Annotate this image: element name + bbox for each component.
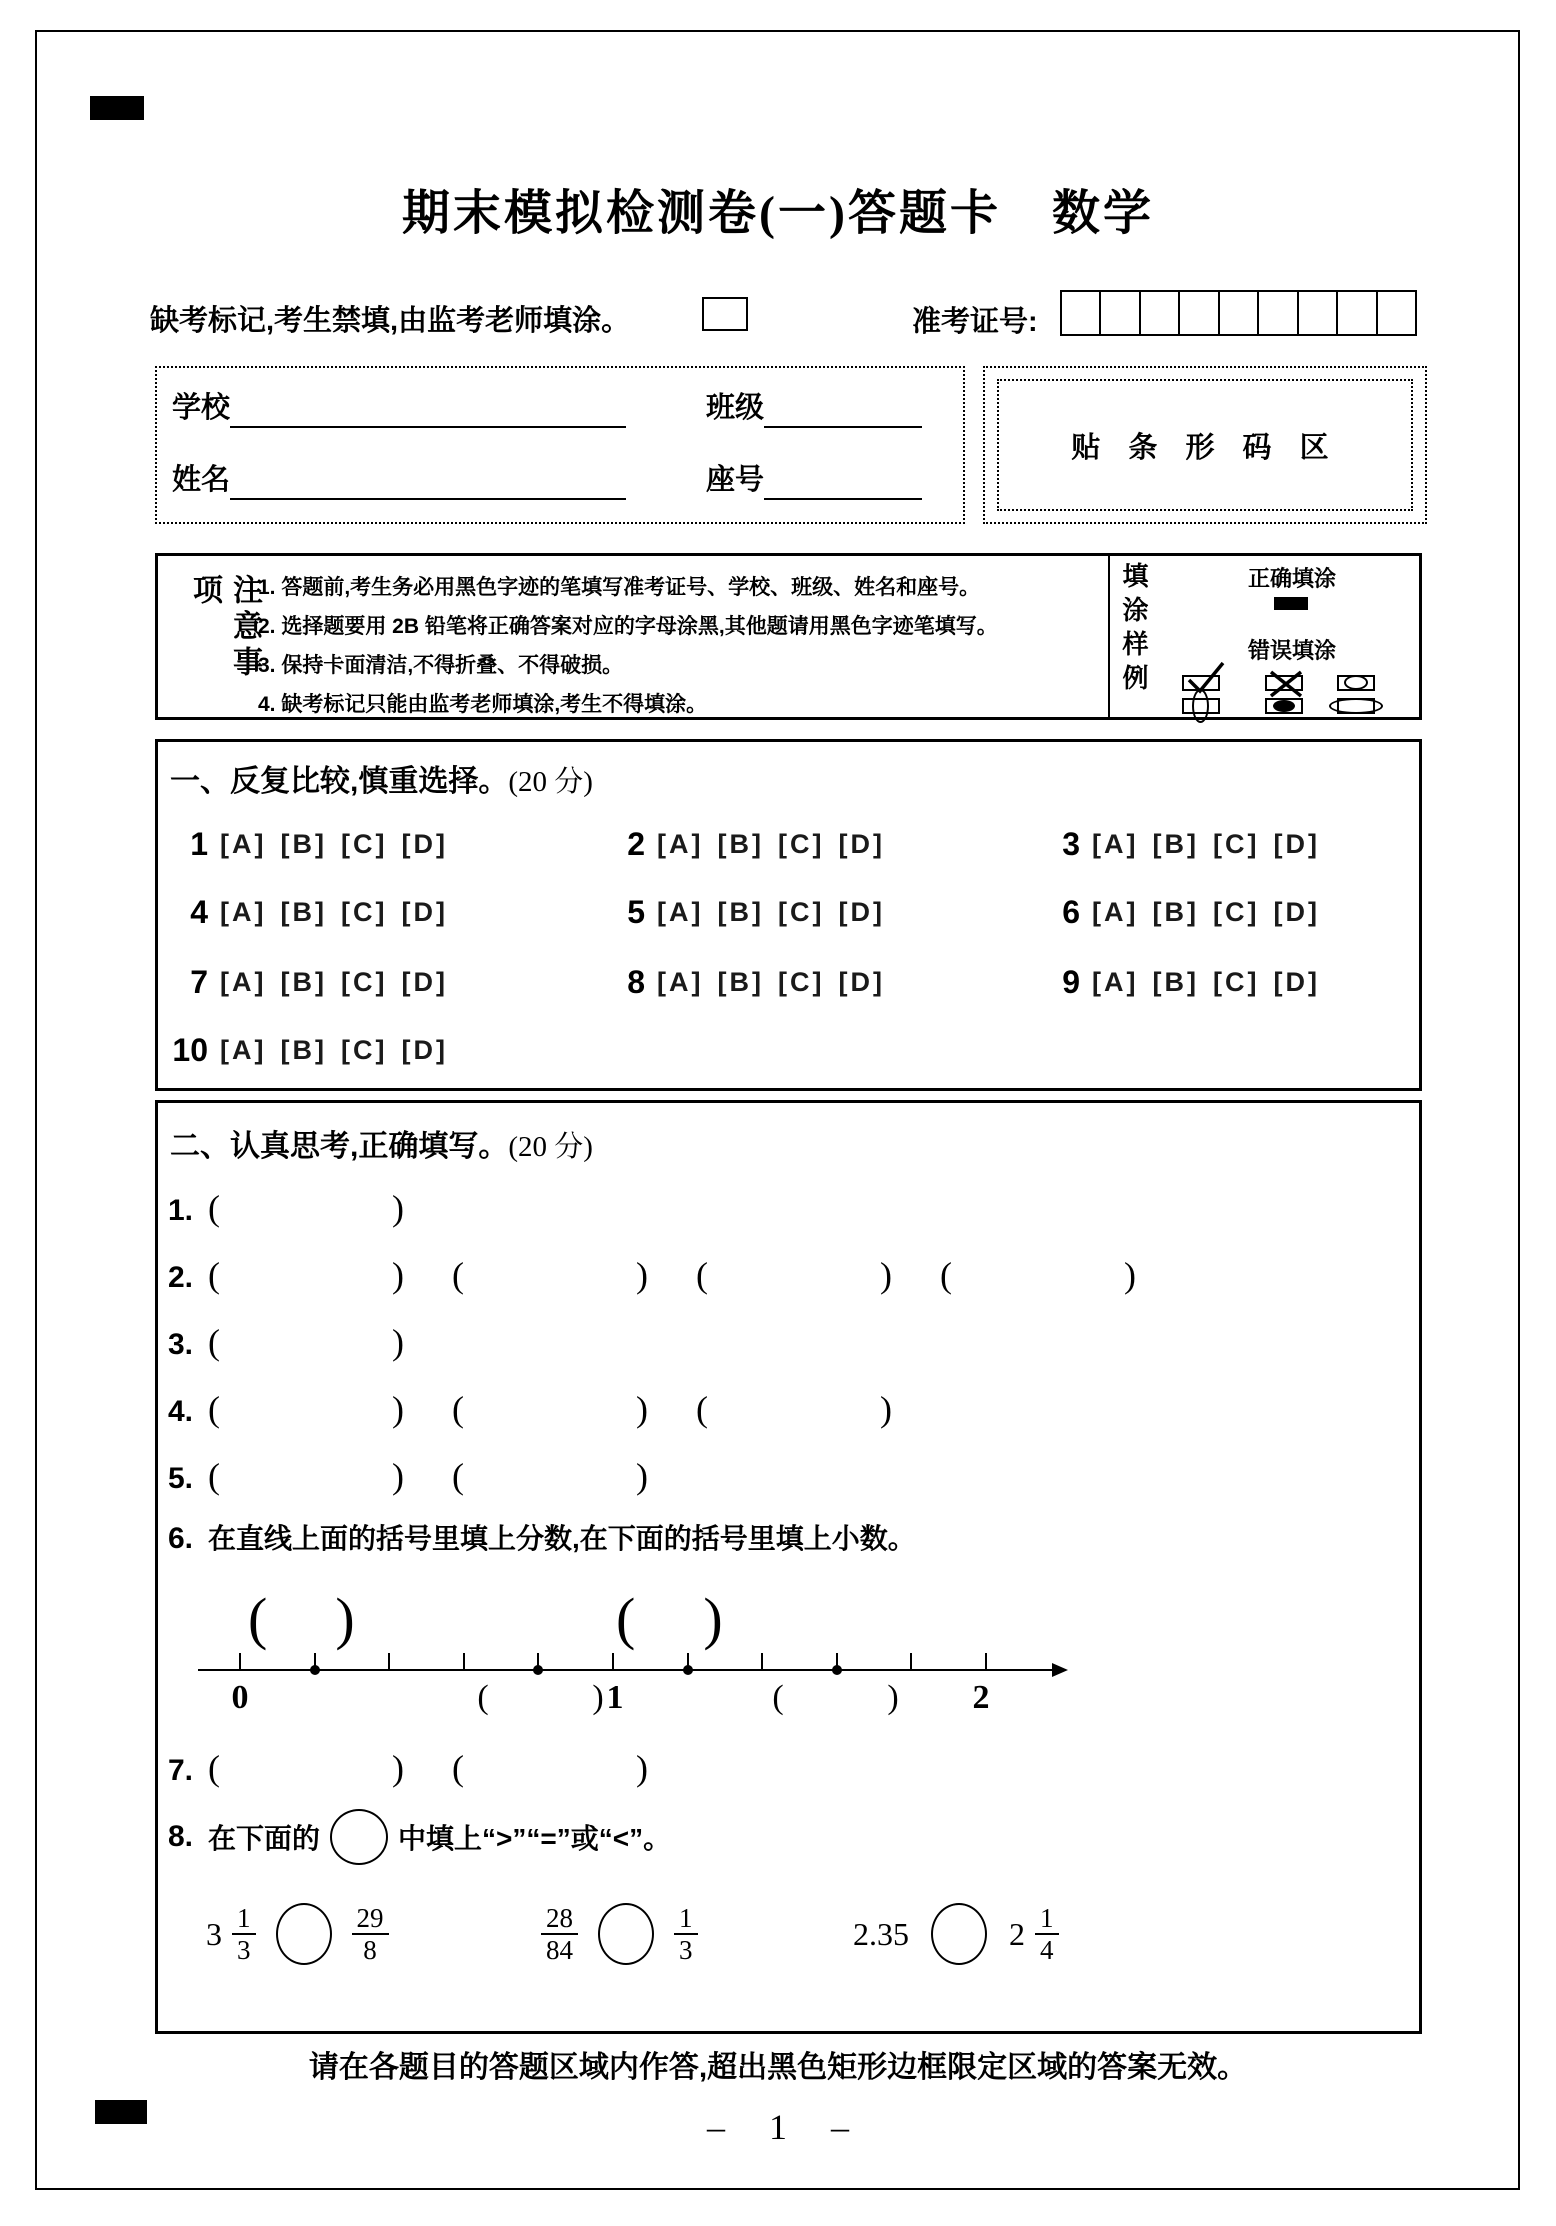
notice-vertical-label: 注意事项 — [188, 574, 261, 682]
option-bubble-D[interactable]: [D] — [1273, 896, 1320, 927]
notice-item: 3. 保持卡面清洁,不得折叠、不得破损。 — [258, 654, 624, 677]
number-line-diagram — [158, 1579, 1258, 1739]
item-number: 4. — [168, 1395, 194, 1428]
tick-1.0 — [612, 1653, 614, 1669]
item-number: 7. — [168, 1754, 194, 1787]
tick-0.6 — [463, 1653, 465, 1669]
mixed-number-whole: 2 — [1009, 1915, 1025, 1952]
comparison-1 — [200, 1903, 393, 1965]
question8-text-after: 中填上“>”“=”或“<”。 — [398, 1823, 672, 1854]
answer-blank[interactable]: ( ) — [452, 1389, 648, 1429]
option-bubble-C[interactable]: [C] — [777, 828, 825, 859]
class-input-line[interactable] — [764, 390, 922, 428]
tick-1.4 — [761, 1653, 763, 1669]
answer-blank[interactable]: ( ) — [696, 1389, 892, 1429]
option-bubble-A[interactable]: [A] — [1092, 966, 1139, 997]
notice-item: 1. 答题前,考生务必用黑色字迹的笔填写准考证号、学校、班级、姓名和座号。 — [258, 576, 981, 599]
fill-item-2 — [168, 1254, 1184, 1298]
page-number-value: 1 — [769, 2107, 787, 2147]
page-number-dash: – — [707, 2107, 725, 2147]
decimal-blank-open[interactable]: ( — [477, 1679, 489, 1716]
section1-box — [155, 739, 1422, 1091]
fill-item-5 — [168, 1455, 696, 1499]
option-bubble-A[interactable]: [A] — [220, 828, 267, 859]
mc-question-8 — [603, 962, 899, 1002]
comparison-circle-blank[interactable] — [598, 1903, 654, 1965]
point-1.2 — [683, 1665, 693, 1675]
mc-question-5 — [603, 892, 899, 932]
decimal-number: 2.35 — [853, 1915, 909, 1952]
comparison-circle-blank[interactable] — [276, 1903, 332, 1965]
option-bubble-D[interactable]: [D] — [1273, 828, 1320, 859]
exam-number-cell[interactable] — [1297, 292, 1336, 334]
wrong-fill-wide-oval-example-icon — [1337, 698, 1375, 714]
exam-number-cell[interactable] — [1099, 292, 1138, 334]
fill-sample-area — [1166, 556, 1418, 717]
option-bubble-D[interactable]: [D] — [838, 896, 885, 927]
option-bubble-D[interactable]: [D] — [838, 828, 885, 859]
mc-question-4 — [166, 892, 462, 932]
mc-question-6 — [1038, 892, 1334, 932]
option-bubble-D[interactable]: [D] — [401, 896, 448, 927]
option-bubble-A[interactable]: [A] — [1092, 828, 1139, 859]
answer-blank[interactable]: ( ) — [208, 1389, 404, 1429]
option-bubble-B[interactable]: [B] — [280, 966, 327, 997]
answer-blank[interactable]: ( ) — [208, 1748, 404, 1788]
footer-warning: 请在各题目的答题区域内作答,超出黑色矩形边框限定区域的答案无效。 — [308, 2051, 1248, 2084]
section1-title — [170, 756, 593, 800]
page-title: 期末模拟检测卷(一)答题卡 数学 — [402, 187, 1154, 240]
question-number: 2 — [627, 825, 645, 862]
comparison-3 — [847, 1903, 1063, 1965]
answer-blank[interactable]: ( ) — [208, 1255, 404, 1295]
answer-blank[interactable]: ( ) — [940, 1255, 1136, 1295]
point-1.6 — [832, 1665, 842, 1675]
student-info-box — [155, 366, 965, 524]
question-number: 3 — [1062, 825, 1080, 862]
exam-number-cell[interactable] — [1336, 292, 1375, 334]
school-input-line[interactable] — [230, 390, 626, 428]
option-bubble-B[interactable]: [B] — [280, 1034, 327, 1065]
item-number: 3. — [168, 1328, 194, 1361]
exam-number-cell[interactable] — [1178, 292, 1217, 334]
answer-blank[interactable]: ( ) — [208, 1188, 404, 1228]
exam-number-cell[interactable] — [1139, 292, 1178, 334]
barcode-label: 贴 条 形 码 区 — [1071, 431, 1339, 464]
question-number: 9 — [1062, 963, 1080, 1000]
option-bubble-D[interactable]: [D] — [401, 966, 448, 997]
mc-question-3 — [1038, 824, 1334, 864]
answer-blank[interactable]: ( ) — [208, 1322, 404, 1362]
barcode-area — [983, 366, 1427, 524]
item-number: 2. — [168, 1261, 194, 1294]
notice-divider — [1108, 556, 1110, 717]
section2-title — [170, 1121, 593, 1165]
option-bubble-B[interactable]: [B] — [1152, 828, 1199, 859]
wrong-fill-circle-example-icon — [1337, 675, 1375, 691]
name-label: 姓名 — [172, 464, 231, 496]
comparison-circle-blank[interactable] — [931, 1903, 987, 1965]
mc-question-7 — [166, 962, 462, 1002]
wrong-fill-label: 错误填涂 — [1247, 638, 1336, 663]
mc-question-10 — [166, 1030, 462, 1070]
question8-text-before: 在下面的 — [208, 1823, 321, 1854]
option-bubble-B[interactable]: [B] — [717, 966, 764, 997]
option-bubble-C[interactable]: [C] — [777, 966, 825, 997]
fraction: $\frac{1}{4}$ — [1035, 1903, 1059, 1965]
page-number — [0, 2106, 1556, 2148]
seat-input-line[interactable] — [764, 462, 922, 500]
info-row — [172, 454, 922, 500]
barcode-inner-frame — [997, 379, 1413, 511]
section2-score: (20 分) — [508, 1131, 593, 1163]
option-bubble-C[interactable]: [C] — [1212, 966, 1260, 997]
answer-blank[interactable]: ( ) — [452, 1456, 648, 1496]
fraction: $\frac{29}{8}$ — [352, 1903, 389, 1965]
decimal-blank-open[interactable]: ( — [772, 1679, 784, 1716]
option-bubble-B[interactable]: [B] — [717, 896, 764, 927]
option-bubble-B[interactable]: [B] — [717, 828, 764, 859]
option-bubble-B[interactable]: [B] — [1152, 896, 1199, 927]
registration-mark-top-left — [90, 96, 144, 120]
notice-item: 4. 缺考标记只能由监考老师填涂,考生不得填涂。 — [258, 693, 708, 716]
option-bubble-A[interactable]: [A] — [220, 1034, 267, 1065]
fill-sample-vertical-label: 填涂样例 — [1119, 562, 1149, 698]
exam-number-cell[interactable] — [1218, 292, 1257, 334]
question6-text: 在直线上面的括号里填上分数,在下面的括号里填上小数。 — [208, 1523, 916, 1554]
comparison-circle-example — [330, 1809, 388, 1865]
tick-0.0 — [239, 1653, 241, 1669]
wrong-fill-cross-example-icon — [1265, 675, 1303, 691]
fill-item-7 — [168, 1747, 696, 1791]
school-label: 学校 — [172, 392, 231, 424]
fill-item-1 — [168, 1187, 452, 1231]
item-number: 1. — [168, 1194, 194, 1227]
tick-0.4 — [388, 1653, 390, 1669]
item-number: 6. — [168, 1522, 194, 1555]
tick-1.8 — [910, 1653, 912, 1669]
exam-number-cell[interactable] — [1257, 292, 1296, 334]
correct-fill-label: 正确填涂 — [1247, 566, 1336, 591]
decimal-blank-close: ) — [592, 1679, 604, 1716]
point-0.8 — [533, 1665, 543, 1675]
item-number: 8. — [168, 1820, 194, 1853]
option-bubble-C[interactable]: [C] — [340, 896, 388, 927]
option-bubble-A[interactable]: [A] — [657, 966, 704, 997]
answer-blank[interactable]: ( ) — [452, 1748, 648, 1788]
option-bubble-C[interactable]: [C] — [340, 828, 388, 859]
item-number: 5. — [168, 1462, 194, 1495]
wrong-fill-partial-example-icon — [1265, 698, 1303, 714]
section2-title-text: 二、认真思考,正确填写。 — [170, 1130, 509, 1163]
page-number-dash: – — [831, 2107, 849, 2147]
option-bubble-D[interactable]: [D] — [838, 966, 885, 997]
fill-item-3 — [168, 1321, 452, 1365]
option-bubble-B[interactable]: [B] — [280, 896, 327, 927]
mixed-number-whole: 3 — [206, 1915, 222, 1952]
option-bubble-A[interactable]: [A] — [220, 896, 267, 927]
decimal-blank-close: ) — [887, 1679, 899, 1716]
exam-number-cell[interactable] — [1376, 292, 1415, 334]
name-input-line[interactable] — [230, 462, 626, 500]
mc-question-9 — [1038, 962, 1334, 1002]
info-row — [172, 382, 922, 428]
exam-number-label: 准考证号: — [912, 306, 1038, 338]
number-line-arrowhead-icon — [1052, 1663, 1068, 1677]
class-label: 班级 — [706, 392, 765, 424]
option-bubble-C[interactable]: [C] — [340, 966, 388, 997]
correct-fill-example-icon — [1274, 597, 1308, 610]
fraction: $\frac{1}{3}$ — [232, 1903, 256, 1965]
question-number: 7 — [190, 963, 208, 1000]
option-bubble-D[interactable]: [D] — [1273, 966, 1320, 997]
option-bubble-A[interactable]: [A] — [220, 966, 267, 997]
fill-item-4 — [168, 1388, 940, 1432]
fraction: $\frac{1}{3}$ — [674, 1903, 698, 1965]
fraction: $\frac{28}{84}$ — [541, 1903, 578, 1965]
question-number: 6 — [1062, 893, 1080, 930]
mc-question-2 — [603, 824, 899, 864]
absent-mark-label: 缺考标记,考生禁填,由监考老师填涂。 — [150, 305, 631, 337]
number-line-axis — [198, 1669, 1054, 1671]
option-bubble-D[interactable]: [D] — [401, 828, 448, 859]
absent-mark-box[interactable] — [702, 297, 748, 331]
question-number: 4 — [190, 893, 208, 930]
question-number: 8 — [627, 963, 645, 1000]
point-0.2 — [310, 1665, 320, 1675]
wrong-fill-tall-oval-example-icon — [1182, 698, 1220, 714]
section1-title-text: 一、反复比较,慎重选择。 — [170, 765, 509, 798]
exam-number-cell[interactable] — [1062, 292, 1099, 334]
notice-item: 2. 选择题要用 2B 铅笔将正确答案对应的字母涂黑,其他题请用黑色字迹笔填写。 — [258, 615, 998, 638]
answer-blank[interactable]: ( ) — [696, 1255, 892, 1295]
fill-item-6 — [168, 1517, 916, 1561]
option-bubble-A[interactable]: [A] — [657, 828, 704, 859]
answer-blank[interactable]: ( ) — [208, 1456, 404, 1496]
tick-2.0 — [985, 1653, 987, 1669]
option-bubble-B[interactable]: [B] — [280, 828, 327, 859]
fill-item-8 — [168, 1809, 671, 1865]
question-number: 10 — [172, 1031, 208, 1068]
fraction-blank-above[interactable]: ( ) — [616, 1586, 723, 1651]
axis-label-1: 1 — [606, 1679, 624, 1716]
notice-box — [155, 553, 1422, 720]
axis-label-2: 2 — [972, 1679, 990, 1716]
question-number: 5 — [627, 893, 645, 930]
comparison-row — [158, 1903, 1418, 1983]
question-number: 1 — [190, 825, 208, 862]
section1-score: (20 分) — [508, 766, 593, 798]
option-bubble-C[interactable]: [C] — [340, 1034, 388, 1065]
option-bubble-C[interactable]: [C] — [1212, 896, 1260, 927]
exam-number-grid — [1060, 290, 1417, 336]
section2-box — [155, 1100, 1422, 2034]
seat-label: 座号 — [706, 464, 765, 496]
option-bubble-B[interactable]: [B] — [1152, 966, 1199, 997]
option-bubble-C[interactable]: [C] — [777, 896, 825, 927]
fraction-blank-above[interactable]: ( ) — [248, 1586, 355, 1651]
option-bubble-C[interactable]: [C] — [1212, 828, 1260, 859]
option-bubble-D[interactable]: [D] — [401, 1034, 448, 1065]
mc-question-1 — [166, 824, 462, 864]
answer-blank[interactable]: ( ) — [452, 1255, 648, 1295]
comparison-2 — [537, 1903, 702, 1965]
option-bubble-A[interactable]: [A] — [657, 896, 704, 927]
axis-label-0: 0 — [231, 1679, 249, 1716]
option-bubble-A[interactable]: [A] — [1092, 896, 1139, 927]
